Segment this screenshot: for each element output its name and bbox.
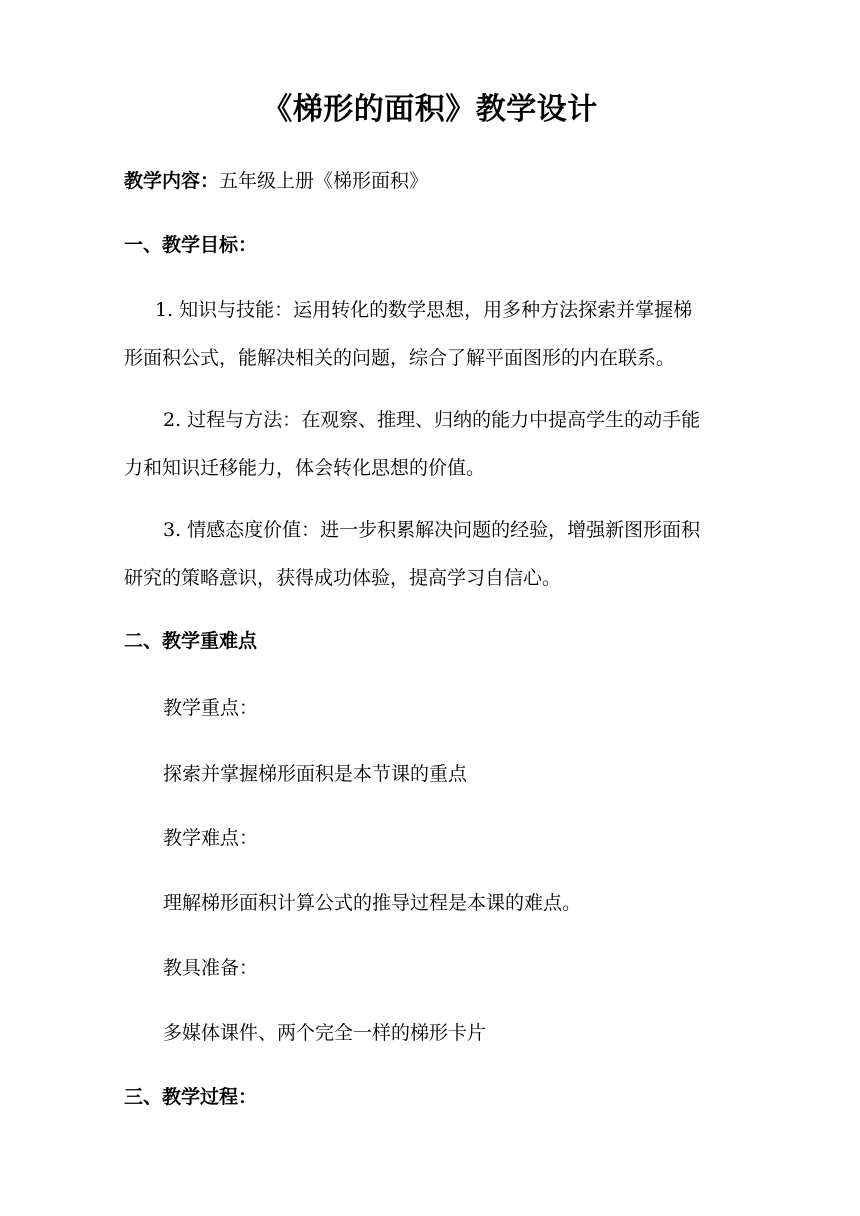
tools-text: 多媒体课件、两个完全一样的梯形卡片	[163, 1022, 487, 1044]
document-title: 《梯形的面积》教学设计	[262, 92, 598, 127]
key-point-label: 教学重点：	[163, 697, 259, 719]
difficulty-text: 理解梯形面积计算公式的推导过程是本课的难点。	[163, 892, 582, 914]
key-point-text: 探索并掌握梯形面积是本节课的重点	[163, 763, 468, 785]
goal-3-line-1: 3. 情感态度价值：进一步积累解决问题的经验，增强新图形面积	[163, 519, 701, 541]
goal-2-line-1: 2. 过程与方法：在观察、推理、归纳的能力中提高学生的动手能	[163, 409, 701, 431]
section-heading-key-difficult: 二、教学重难点	[124, 630, 258, 652]
goal-3-line-2: 研究的策略意识，获得成功体验，提高学习自信心。	[124, 567, 562, 589]
section-heading-process: 三、教学过程：	[124, 1086, 258, 1108]
goal-2-line-2: 力和知识迁移能力，体会转化思想的价值。	[124, 457, 486, 479]
goal-1-line-2: 形面积公式，能解决相关的问题，综合了解平面图形的内在联系。	[124, 347, 676, 369]
teaching-content-value: 五年级上册《梯形面积》	[219, 170, 429, 192]
teaching-content-line	[124, 167, 428, 195]
teaching-content-label: 教学内容：	[124, 170, 220, 192]
difficulty-label: 教学难点：	[163, 827, 259, 849]
section-heading-objectives: 一、教学目标：	[124, 234, 258, 256]
tools-label: 教具准备：	[163, 957, 259, 979]
goal-1-line-1: 1. 知识与技能：运用转化的数学思想，用多种方法探索并掌握梯	[155, 299, 693, 321]
